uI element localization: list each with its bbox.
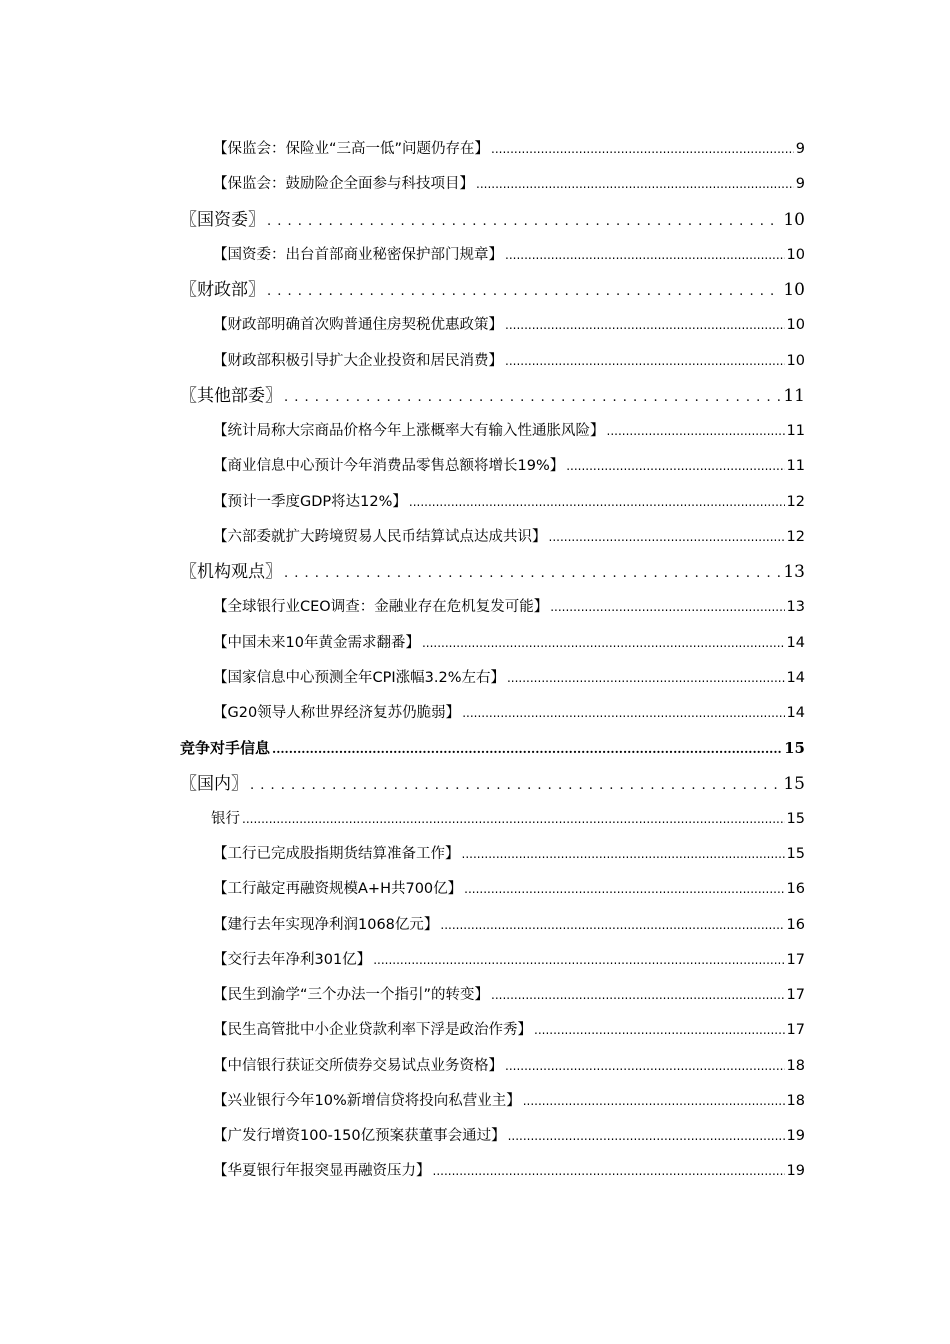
toc-page-number: 17 xyxy=(786,951,805,968)
dot-leader xyxy=(491,978,785,1013)
toc-entry-title: 【国资委：出台首部商业秘密保护部门规章】 xyxy=(213,246,503,263)
toc-entry-title: 【保监会：鼓励险企全面参与科技项目】 xyxy=(213,176,474,193)
toc-page-number: 15 xyxy=(784,739,805,758)
toc-entry[interactable] xyxy=(0,943,805,978)
toc-entry-title: 【G20领导人称世界经济复苏仍脆弱】 xyxy=(213,705,461,721)
dot-leader xyxy=(433,1154,785,1189)
toc-page-number: 16 xyxy=(786,881,805,898)
toc-entry[interactable] xyxy=(0,872,805,907)
toc-page-number: 15 xyxy=(783,773,805,794)
toc-page-number: 10 xyxy=(786,246,805,263)
dot-leader xyxy=(523,1084,785,1119)
dot-leader xyxy=(284,379,781,415)
toc-entry[interactable] xyxy=(0,1049,805,1084)
toc-page-number: 12 xyxy=(786,493,805,510)
toc-page-number: 12 xyxy=(786,528,805,545)
dot-leader xyxy=(409,485,785,520)
toc-entry-title: 【中国未来10年黄金需求翻番】 xyxy=(213,634,420,651)
dot-leader xyxy=(505,1049,785,1084)
dot-leader xyxy=(507,661,785,696)
toc-entry[interactable] xyxy=(0,167,805,202)
toc-section-title: 〖其他部委〗 xyxy=(180,385,282,406)
toc-page-number: 13 xyxy=(786,599,805,616)
dot-leader xyxy=(284,555,781,591)
toc-page-number: 14 xyxy=(786,634,805,651)
toc-entry-title: 【国家信息中心预测全年CPI涨幅3.2%左右】 xyxy=(213,669,505,686)
toc-page-number: 15 xyxy=(786,810,805,827)
dot-leader xyxy=(508,1119,785,1154)
dot-leader xyxy=(373,943,784,978)
toc-entry[interactable] xyxy=(0,414,805,449)
toc-entry-title: 【建行去年实现净利润1068亿元】 xyxy=(213,916,439,933)
toc-entry[interactable] xyxy=(0,449,805,484)
dot-leader xyxy=(464,872,784,907)
toc-entry[interactable] xyxy=(0,520,805,555)
toc-chapter[interactable] xyxy=(0,731,805,766)
toc-entry-title: 【统计局称大宗商品价格今年上涨概率大有输入性通胀风险】 xyxy=(213,423,605,439)
toc-section[interactable] xyxy=(0,273,805,308)
dot-leader xyxy=(505,238,785,273)
dot-leader xyxy=(440,908,784,943)
toc-entry[interactable] xyxy=(0,978,805,1013)
toc-entry[interactable] xyxy=(0,696,805,731)
toc-entry-title: 【保监会：保险业“三高一低”问题仍存在】 xyxy=(213,141,490,157)
toc-section[interactable] xyxy=(0,203,805,238)
dot-leader xyxy=(534,1013,785,1048)
toc-entry[interactable] xyxy=(0,590,805,625)
toc-entry[interactable] xyxy=(0,661,805,696)
toc-page-number: 10 xyxy=(783,209,805,230)
toc-entry[interactable] xyxy=(0,344,805,379)
toc-page-number: 13 xyxy=(783,562,805,582)
dot-leader xyxy=(272,731,782,767)
toc-entry-title: 【华夏银行年报突显再融资压力】 xyxy=(213,1163,431,1180)
toc-entry-title: 【广发行增资100-150亿预案获董事会通过】 xyxy=(213,1128,506,1144)
toc-entry[interactable] xyxy=(0,308,805,343)
toc-subsection-title: 银行 xyxy=(211,810,240,827)
toc-entry-title: 【民生高管批中小企业贷款利率下浮是政治作秀】 xyxy=(213,1022,532,1039)
toc-entry-title: 【兴业银行今年10%新增信贷将投向私营业主】 xyxy=(213,1092,521,1109)
toc-subsection[interactable] xyxy=(0,802,805,837)
dot-leader xyxy=(566,449,784,484)
toc-page-number: 10 xyxy=(783,280,805,300)
toc-entry[interactable] xyxy=(0,1013,805,1048)
toc-page-number: 17 xyxy=(786,1022,805,1039)
toc-section-title: 〖财政部〗 xyxy=(180,280,265,300)
toc-entry[interactable] xyxy=(0,132,805,167)
dot-leader xyxy=(242,802,785,837)
toc-entry[interactable] xyxy=(0,1119,805,1154)
toc-page-number: 9 xyxy=(795,176,805,193)
dot-leader xyxy=(549,520,785,555)
toc-page-number: 18 xyxy=(786,1057,805,1074)
toc-page-number: 10 xyxy=(786,317,805,334)
toc-entry-title: 【预计一季度GDP将达12%】 xyxy=(213,493,407,510)
toc-entry[interactable] xyxy=(0,1084,805,1119)
toc-entry-title: 【民生到渝学“三个办法一个指引”的转变】 xyxy=(213,987,490,1003)
dot-leader xyxy=(550,590,784,625)
dot-leader xyxy=(607,414,785,449)
toc-entry-title: 【财政部积极引导扩大企业投资和居民消费】 xyxy=(213,352,503,369)
toc-section-title: 〖机构观点〗 xyxy=(180,562,282,582)
toc-entry-title: 【商业信息中心预计今年消费品零售总额将增长19%】 xyxy=(213,458,565,475)
toc-section[interactable] xyxy=(0,767,805,802)
toc-page-number: 17 xyxy=(786,987,805,1003)
toc-entry-title: 【工行敲定再融资规模A+H共700亿】 xyxy=(213,881,463,898)
dot-leader xyxy=(422,626,785,661)
toc-entry-title: 【中信银行获证交所债券交易试点业务资格】 xyxy=(213,1057,503,1074)
toc-section-title: 〖国资委〗 xyxy=(180,209,265,230)
toc-entry[interactable] xyxy=(0,626,805,661)
toc-entry-title: 【全球银行业CEO调查：金融业存在危机复发可能】 xyxy=(213,599,549,616)
toc-page-number: 14 xyxy=(786,705,805,721)
toc-page-number: 18 xyxy=(786,1092,805,1109)
toc-page-number: 11 xyxy=(786,423,805,439)
toc-entry[interactable] xyxy=(0,485,805,520)
toc-entry-title: 【工行已完成股指期货结算准备工作】 xyxy=(213,846,460,862)
toc-entry[interactable] xyxy=(0,238,805,273)
toc-page-number: 19 xyxy=(786,1163,805,1180)
dot-leader xyxy=(505,344,785,379)
toc-page-number: 15 xyxy=(786,846,805,862)
toc-entry[interactable] xyxy=(0,908,805,943)
dot-leader xyxy=(267,273,781,309)
dot-leader xyxy=(462,696,784,731)
toc-page-number: 10 xyxy=(786,352,805,369)
toc-chapter-title: 竞争对手信息 xyxy=(180,739,271,758)
toc-section-title: 〖国内〗 xyxy=(180,773,248,794)
table-of-contents xyxy=(0,132,950,1190)
toc-page-number: 11 xyxy=(783,385,805,406)
dot-leader xyxy=(491,132,794,167)
toc-entry[interactable] xyxy=(0,1154,805,1189)
toc-page-number: 16 xyxy=(786,916,805,933)
toc-entry-title: 【六部委就扩大跨境贸易人民币结算试点达成共识】 xyxy=(213,528,547,545)
toc-page-number: 19 xyxy=(786,1128,805,1144)
dot-leader xyxy=(267,203,781,239)
toc-section[interactable] xyxy=(0,555,805,590)
dot-leader xyxy=(505,308,785,343)
toc-page-number: 14 xyxy=(786,669,805,686)
dot-leader xyxy=(476,167,794,202)
toc-page-number: 9 xyxy=(795,141,805,157)
toc-page-number: 11 xyxy=(786,458,805,475)
toc-entry[interactable] xyxy=(0,837,805,872)
dot-leader xyxy=(250,767,781,803)
dot-leader xyxy=(462,837,785,872)
toc-entry-title: 【财政部明确首次购普通住房契税优惠政策】 xyxy=(213,317,503,334)
toc-entry-title: 【交行去年净利301亿】 xyxy=(213,951,372,968)
toc-section[interactable] xyxy=(0,379,805,414)
